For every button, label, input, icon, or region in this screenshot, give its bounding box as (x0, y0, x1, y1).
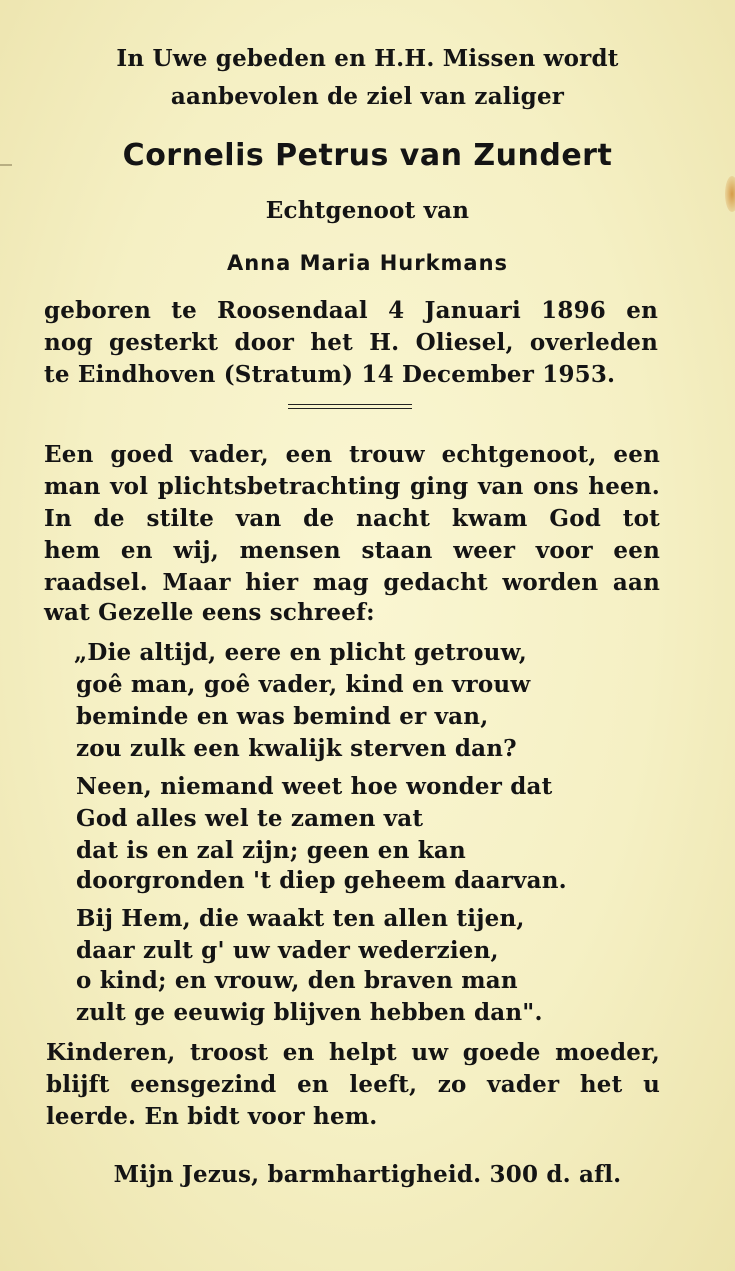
closing-line-1: Kinderen, troost en helpt uw goede moeder, (46, 1039, 660, 1066)
birth-death-line-2: nog gesterkt door het H. Oliesel, overleden (44, 329, 658, 356)
poem-stanza-1-line-1: „Die altijd, eere en plicht getrouw, (74, 639, 527, 666)
divider (288, 404, 412, 409)
birth-death-line-3: te Eindhoven (Stratum) 14 December 1953. (44, 361, 616, 388)
poem-stanza-3-line-3: o kind; en vrouw, den braven man (76, 967, 518, 994)
closing-line-3: leerde. En bidt voor hem. (46, 1103, 378, 1130)
poem-stanza-2-line-1: Neen, niemand weet hoe wonder dat (76, 773, 553, 800)
deceased-name: Cornelis Petrus van Zundert (122, 138, 613, 173)
tribute-line-1: Een goed vader, een trouw echtgenoot, een (44, 441, 660, 468)
spouse-intro: Echtgenoot van (265, 197, 470, 224)
poem-stanza-3-line-1: Bij Hem, die waakt ten allen tijen, (76, 905, 525, 932)
closing-line-2: blijft eensgezind en leeft, zo vader het u (46, 1071, 660, 1098)
tribute-line-4: hem en wij, mensen staan weer voor een (44, 537, 660, 564)
header-line-1: In Uwe gebeden en H.H. Missen wordt (116, 45, 619, 72)
tribute-line-5: raadsel. Maar hier mag gedacht worden aan (44, 569, 660, 596)
birth-death-line-1: geboren te Roosendaal 4 Januari 1896 en (44, 297, 658, 324)
header-line-2: aanbevolen de ziel van zaliger (170, 83, 565, 110)
tribute-line-6: wat Gezelle eens schreef: (44, 599, 375, 626)
indulgence-prayer: Mijn Jezus, barmhartigheid. 300 d. afl. (113, 1161, 622, 1188)
poem-stanza-1-line-4: zou zulk een kwalijk sterven dan? (76, 735, 517, 762)
poem-stanza-1-line-2: goê man, goê vader, kind en vrouw (76, 671, 531, 698)
poem-stanza-3-line-4: zult ge eeuwig blijven hebben dan". (76, 999, 543, 1026)
tribute-line-2: man vol plichtsbetrachting ging van ons heen. (44, 473, 660, 500)
tribute-line-3: In de stilte van de nacht kwam God tot (44, 505, 660, 532)
poem-stanza-2-line-2: God alles wel te zamen vat (76, 805, 424, 832)
poem-stanza-3-line-2: daar zult g' uw vader wederzien, (76, 937, 499, 964)
poem-stanza-1-line-3: beminde en was bemind er van, (76, 703, 489, 730)
poem-stanza-2-line-3: dat is en zal zijn; geen en kan (76, 837, 466, 864)
poem-stanza-2-line-4: doorgronden 't diep geheem daarvan. (76, 867, 567, 894)
spouse-name: Anna Maria Hurkmans (226, 251, 509, 275)
